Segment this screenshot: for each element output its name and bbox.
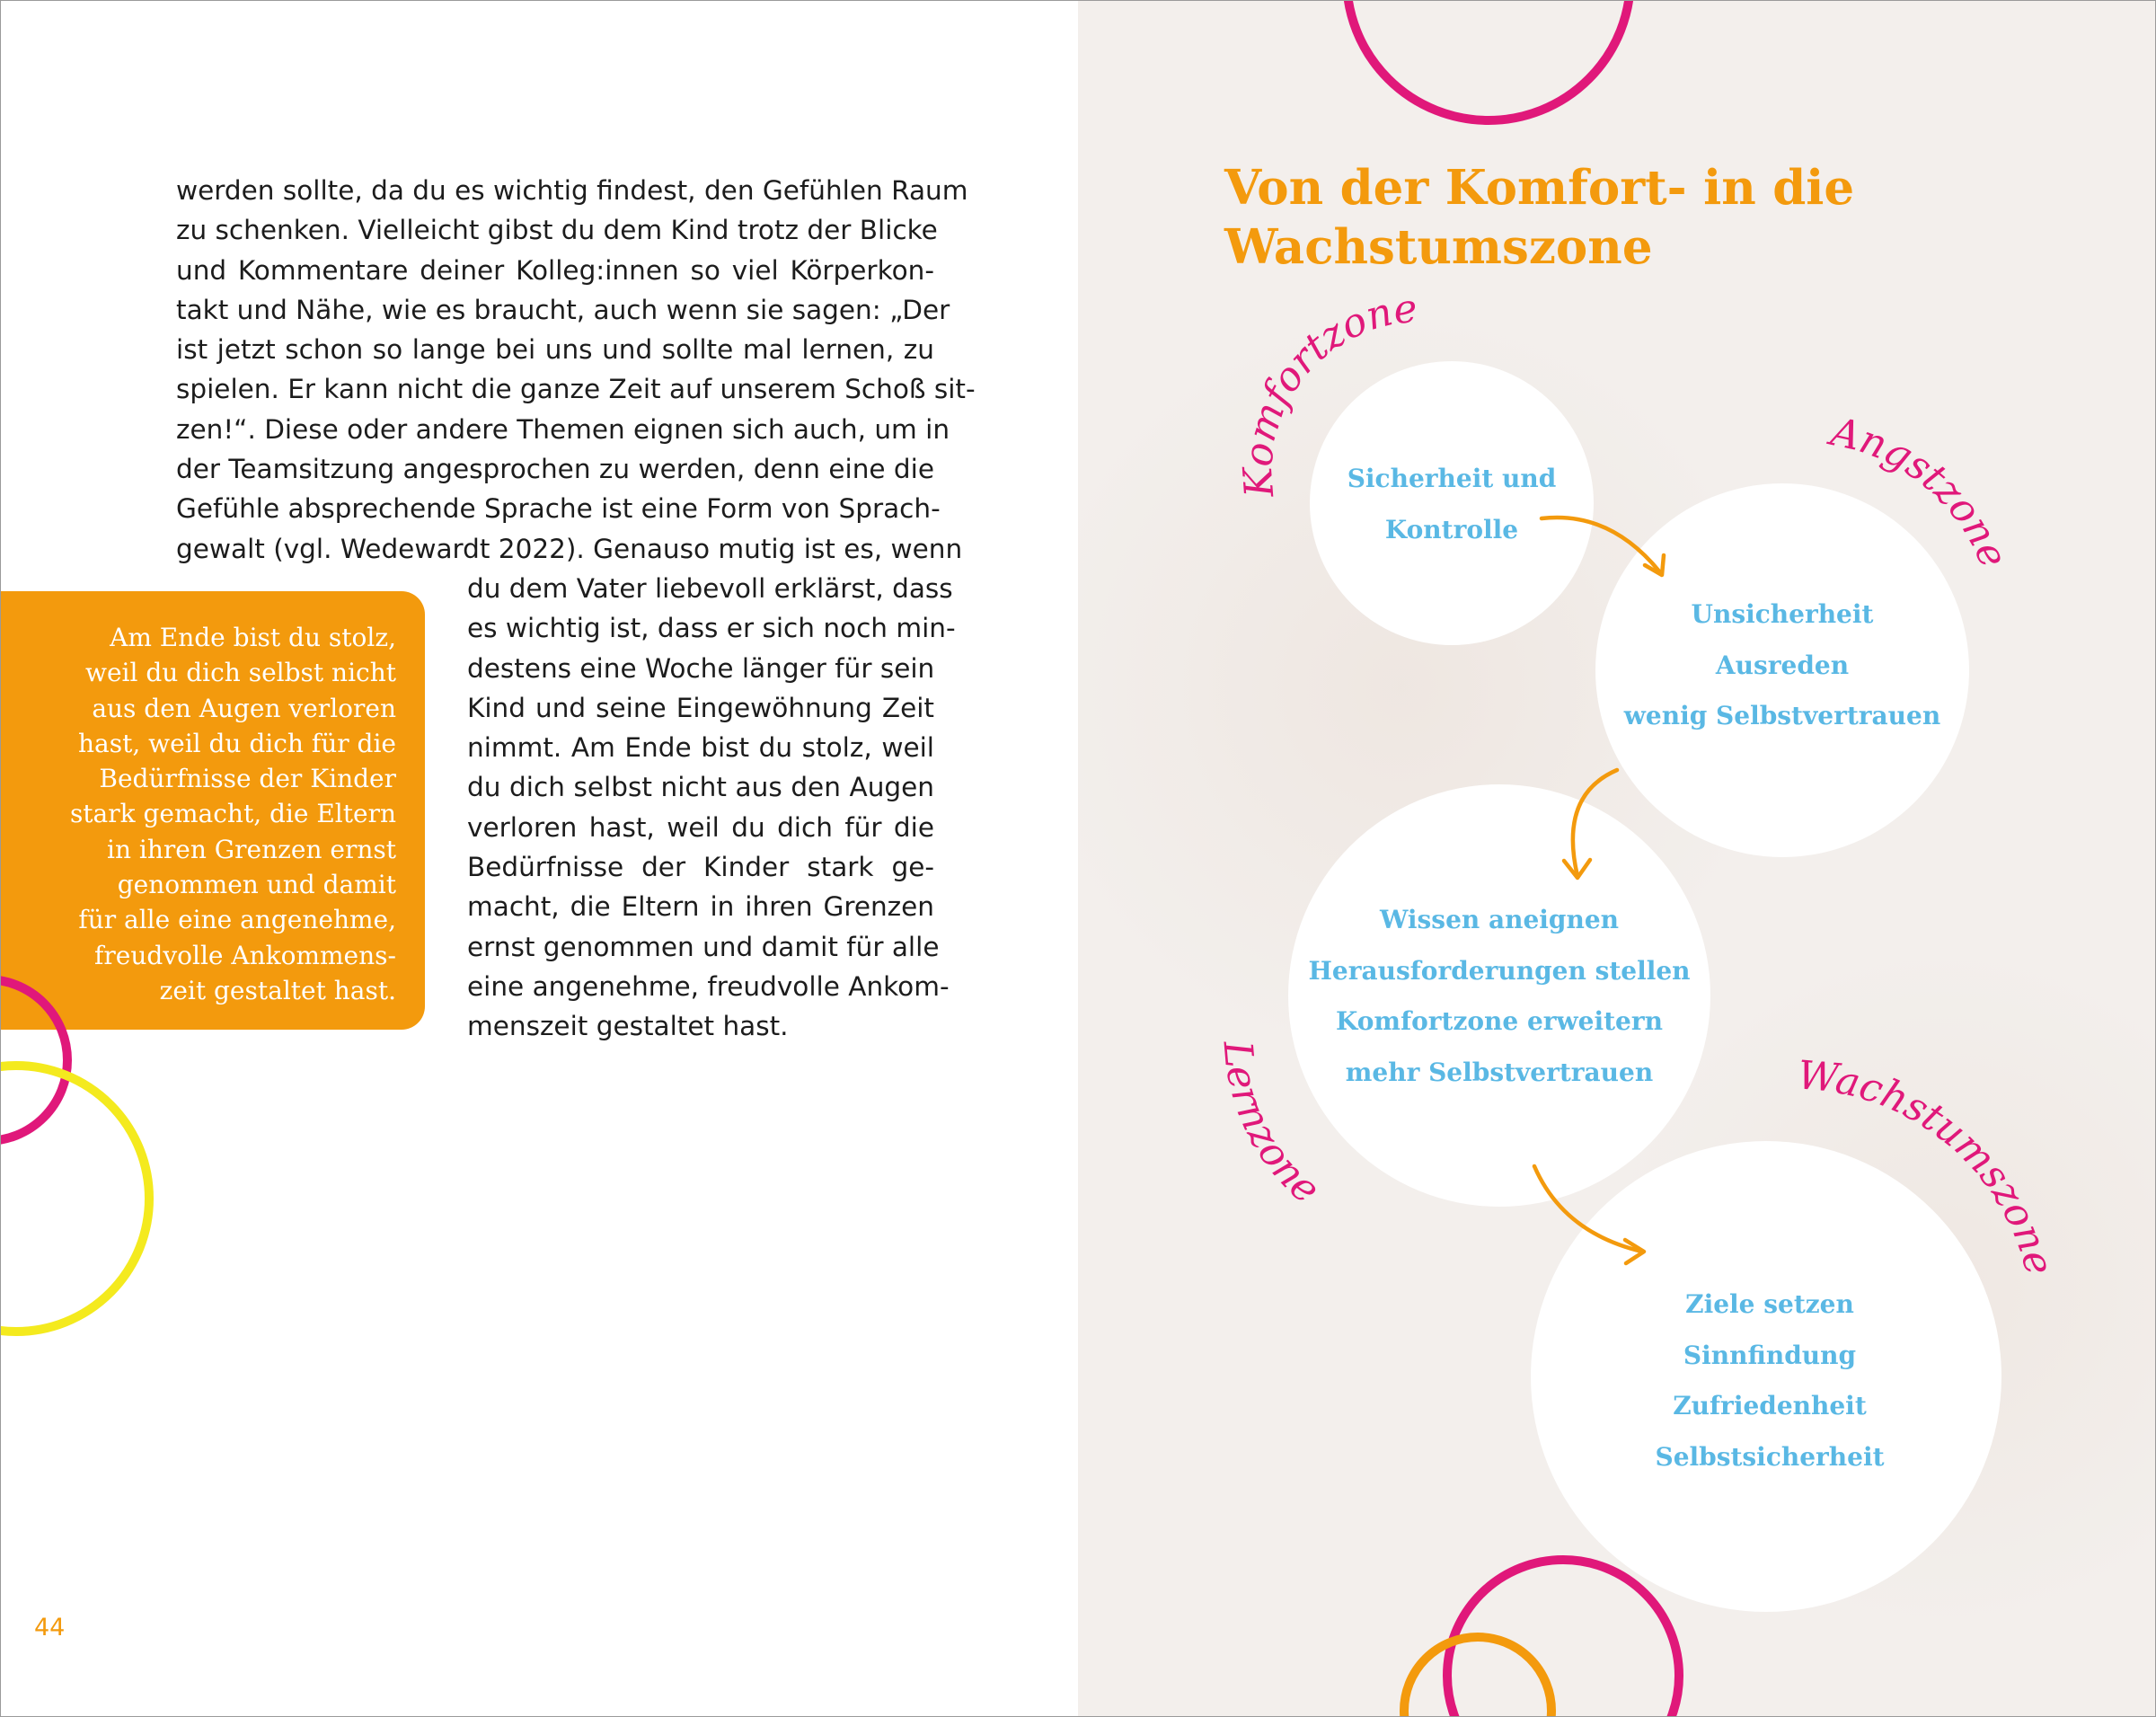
pull-quote-line: Bedürfnisse der Kinder	[99, 764, 396, 794]
yellow-ring	[0, 1066, 149, 1332]
pull-quote-line: aus den Augen verloren	[92, 693, 396, 723]
body-line: Kind und seine Eingewöhnung Zeit	[467, 692, 934, 723]
zone-item: Unsicherheit	[1691, 599, 1874, 629]
zone-item: Ausreden	[1715, 650, 1850, 680]
zone-label-angstzone: Angstzone	[1826, 409, 2017, 575]
body-line: du dich selbst nicht aus den Augen	[467, 772, 934, 803]
body-line: ist jetzt schon so lange bei uns und sollte mal lernen, zu	[176, 334, 934, 366]
zone-item: Komfortzone erweitern	[1336, 1006, 1663, 1036]
body-line: Bedürfnisse der Kinder stark ge-	[467, 852, 934, 883]
zone-item: Sicherheit und	[1347, 464, 1557, 493]
magenta-ring	[1347, 0, 1630, 120]
pull-quote-line: Am Ende bist du stolz,	[110, 623, 396, 652]
body-line: und Kommentare deiner Kolleg:innen so viel Körperkon-	[176, 254, 934, 286]
zone-item: Zufriedenheit	[1673, 1391, 1867, 1421]
lernzone-items	[1308, 895, 1690, 1098]
zone-item: mehr Selbstvertrauen	[1345, 1057, 1654, 1087]
body-line: destens eine Woche länger für sein	[467, 652, 935, 684]
body-line: zen!“. Diese oder andere Themen eignen sich auch, um in	[176, 413, 950, 445]
body-line: gewalt (vgl. Wedewardt 2022). Genauso mutig ist es, wenn	[176, 533, 963, 564]
body-line: Gefühle absprechende Sprache ist eine Form von Sprach-	[176, 493, 941, 525]
pull-quote-line: weil du dich selbst nicht	[85, 658, 396, 688]
title-line: Von der Komfort- in die	[1224, 160, 1855, 216]
pull-quote-line: für alle eine angenehme,	[78, 905, 396, 935]
page-number: 44	[34, 1614, 66, 1642]
body-line: du dem Vater liebevoll erklärst, dass	[467, 572, 953, 604]
zone-item: Ziele setzen	[1685, 1289, 1854, 1319]
zone-label-wachstumszone: Wachstumszone	[1796, 1052, 2063, 1280]
zone-diagram	[1078, 0, 2156, 1717]
pull-quote-line: freudvolle Ankommens-	[94, 940, 396, 970]
magenta-ring	[0, 979, 67, 1141]
pull-quote-line: stark gemacht, die Eltern	[69, 799, 396, 829]
body-line: macht, die Eltern in ihren Grenzen	[467, 891, 934, 923]
zone-item: wenig Selbstvertrauen	[1623, 701, 1941, 730]
zone-item: Wissen aneignen	[1379, 905, 1620, 934]
body-line: zu schenken. Vielleicht gibst du dem Kind trotz der Blicke	[176, 215, 938, 246]
body-line: ernst genommen und damit für alle	[467, 931, 940, 962]
pull-quote-line: genommen und damit	[117, 870, 396, 900]
body-line: es wichtig ist, dass er sich noch min-	[467, 613, 956, 644]
zone-item: Selbstsicherheit	[1655, 1441, 1885, 1472]
pull-quote-line: zeit gestaltet hast.	[159, 975, 396, 1005]
body-line: der Teamsitzung angesprochen zu werden, denn eine die	[176, 454, 934, 485]
body-line: werden sollte, da du es wichtig findest, den Gefühlen Raum	[176, 175, 968, 206]
orange-ring	[1404, 1637, 1551, 1717]
body-line: nimmt. Am Ende bist du stolz, weil	[467, 732, 934, 764]
pull-quote-line: in ihren Grenzen ernst	[107, 834, 396, 864]
zone-item: Herausforderungen stellen	[1308, 955, 1691, 986]
zone-item: Kontrolle	[1384, 514, 1519, 544]
body-line: takt und Nähe, wie es braucht, auch wenn sie sagen: „Der	[176, 294, 950, 325]
zone-label-lernzone: Lernzone	[1214, 1039, 1330, 1213]
wachstumszone-items	[1655, 1279, 1884, 1482]
angstzone-items	[1624, 589, 1940, 742]
body-line: spielen. Er kann nicht die ganze Zeit auf unserem Schoß sit-	[176, 374, 976, 405]
komfortzone-items	[1348, 454, 1557, 555]
pull-quote-line: hast, weil du dich für die	[78, 728, 396, 758]
body-line: verloren hast, weil du dich für die	[467, 811, 934, 843]
zone-label-komfortzone: Komfortzone	[1235, 285, 1419, 500]
right-page	[1078, 0, 2156, 1717]
zone-item: Sinnfindung	[1683, 1340, 1857, 1370]
body-line: menszeit gestaltet hast.	[467, 1011, 789, 1042]
body-line: eine angenehme, freudvolle Ankom-	[467, 970, 950, 1002]
title-line: Wachstumszone	[1224, 219, 1653, 275]
